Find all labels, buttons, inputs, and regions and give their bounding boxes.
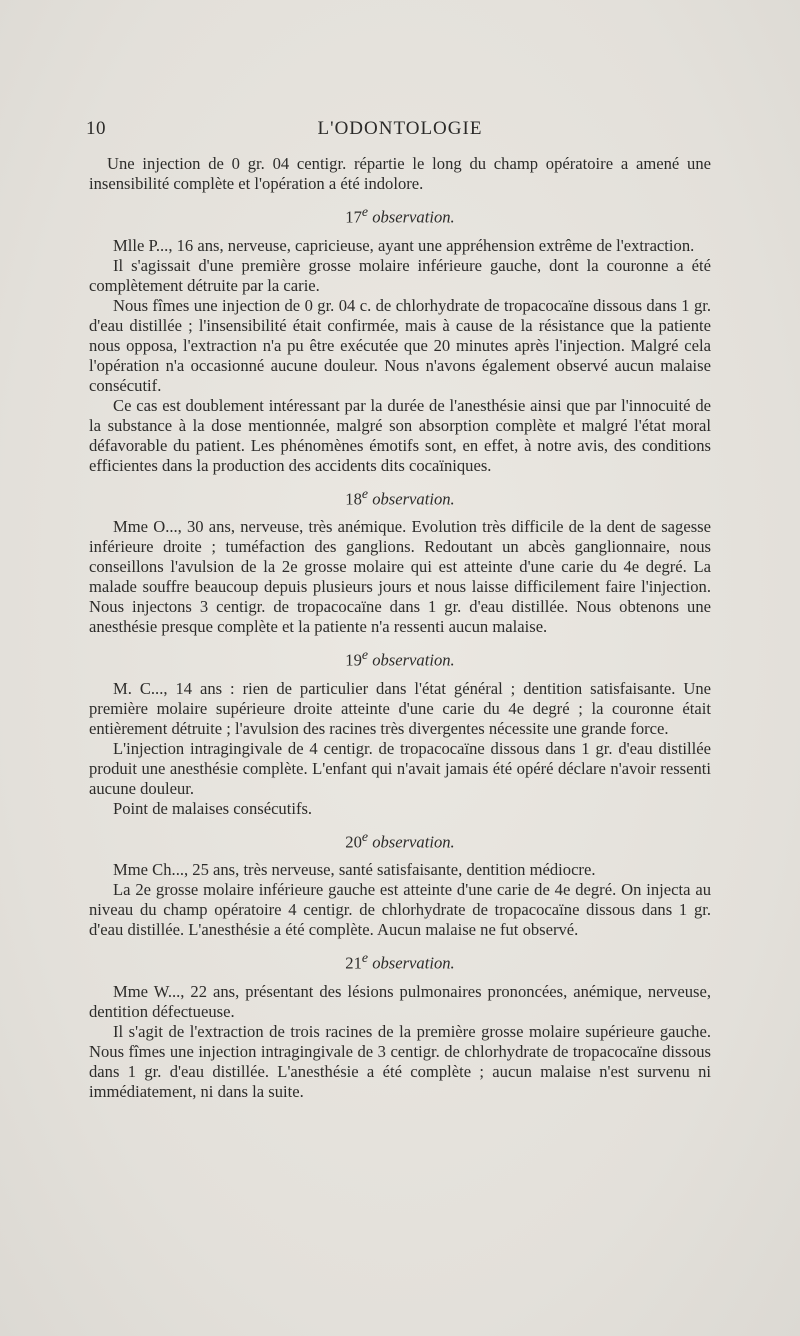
observation-paragraph: Il s'agissait d'une première grosse molaire inférieure gauche, dont la couronne a été complètement détruite par la carie. (89, 255, 711, 295)
observation-paragraph: L'injection intragingivale de 4 centigr. de tropacocaïne dissous dans 1 gr. d'eau distillée produit une anesthésie complète. L'enfant qui n'avait jamais été opéré déclare n'avoir ressenti aucune douleur. (89, 738, 711, 798)
page-header (86, 118, 714, 144)
observation-paragraph: Mme O..., 30 ans, nerveuse, très anémique. Evolution très difficile de la dent de sagesse inférieure droite ; tuméfaction des ganglions. Redoutant un abcès ganglionnaire, nous conseillons l'avulsion de la 2e grosse molaire qui est atteinte d'une carie du 4e degré. La malade souffre beaucoup depuis plusieurs jours et nous laisse difficilement faire l'injection. Nous injectons 3 centigr. de tropacocaïne dans 1 gr. d'eau distillée. Nous obtenons une anesthésie presque complète et la patiente n'a ressenti aucun malaise. (89, 517, 711, 637)
observation-paragraph: Mme W..., 22 ans, présentant des lésions pulmonaires prononcées, anémique, nerveuse, dentition défectueuse. (89, 981, 711, 1021)
observation-paragraph: Nous fîmes une injection de 0 gr. 04 c. de chlorhydrate de tropacocaïne dissous dans 1 gr. d'eau distillée ; l'insensibilité était confirmée, mais à cause de la résistance que la patiente nous opposa, l'extraction n'a pu être exécutée que 20 minutes après l'injection. Malgré cela l'opération n'a occasionné aucune douleur. Nous n'avons également observé aucun malaise consécutif. (89, 295, 711, 395)
running-head: L'ODONTOLOGIE (317, 118, 483, 139)
page-number: 10 (86, 118, 106, 139)
observation-paragraph: M. C..., 14 ans : rien de particulier dans l'état général ; dentition satisfaisante. Une première molaire supérieure droite atteinte d'une carie du 4e degré ; la couronne était entièrement détruite ; l'avulsion des racines très divergentes nécessite une grande force. (89, 678, 711, 738)
observation-heading: 21e observation. (345, 950, 455, 973)
observation-heading: 17e observation. (345, 204, 455, 227)
observation-paragraph: Il s'agit de l'extraction de trois racines de la première grosse molaire supérieure gauche. Nous fîmes une injection intragingivale de 3 centigr. de chlorhydrate de tropacocaïne dissous dans 1 gr. d'eau distillée. L'anesthésie a été complète ; aucun malaise n'est survenu ni immédiatement, ni dans la suite. (89, 1021, 711, 1101)
observation-paragraph: Ce cas est doublement intéressant par la durée de l'anesthésie ainsi que par l'innocuité de la substance à la dose mentionnée, malgré son absorption complète et malgré l'état moral défavorable du patient. Les phénomènes émotifs sont, en effet, à notre avis, des conditions efficientes dans la production des accidents dits cocaïniques. (89, 395, 711, 475)
intro-paragraph: Une injection de 0 gr. 04 centigr. répartie le long du champ opératoire a amené une insensibilité complète et l'opération a été indolore. (89, 154, 711, 193)
body-text (89, 154, 711, 1102)
observation-paragraph: Mlle P..., 16 ans, nerveuse, capricieuse, ayant une appréhension extrême de l'extraction. (113, 235, 695, 255)
observation-paragraph: Mme Ch..., 25 ans, très nerveuse, santé satisfaisante, dentition médiocre. (113, 860, 596, 880)
observation-heading: 19e observation. (345, 647, 455, 670)
observation-heading: 18e observation. (345, 485, 455, 509)
observation-paragraph: La 2e grosse molaire inférieure gauche est atteinte d'une carie de 4e degré. On injecta au niveau du champ opératoire 4 centigr. de chlorhydrate de tropacocaïne dissous dans 1 gr. d'eau distillée. L'anesthésie a été complète. Aucun malaise ne fut observé. (89, 880, 711, 940)
observation-heading: 20e observation. (345, 828, 455, 852)
observation-paragraph: Point de malaises consécutifs. (113, 798, 313, 818)
